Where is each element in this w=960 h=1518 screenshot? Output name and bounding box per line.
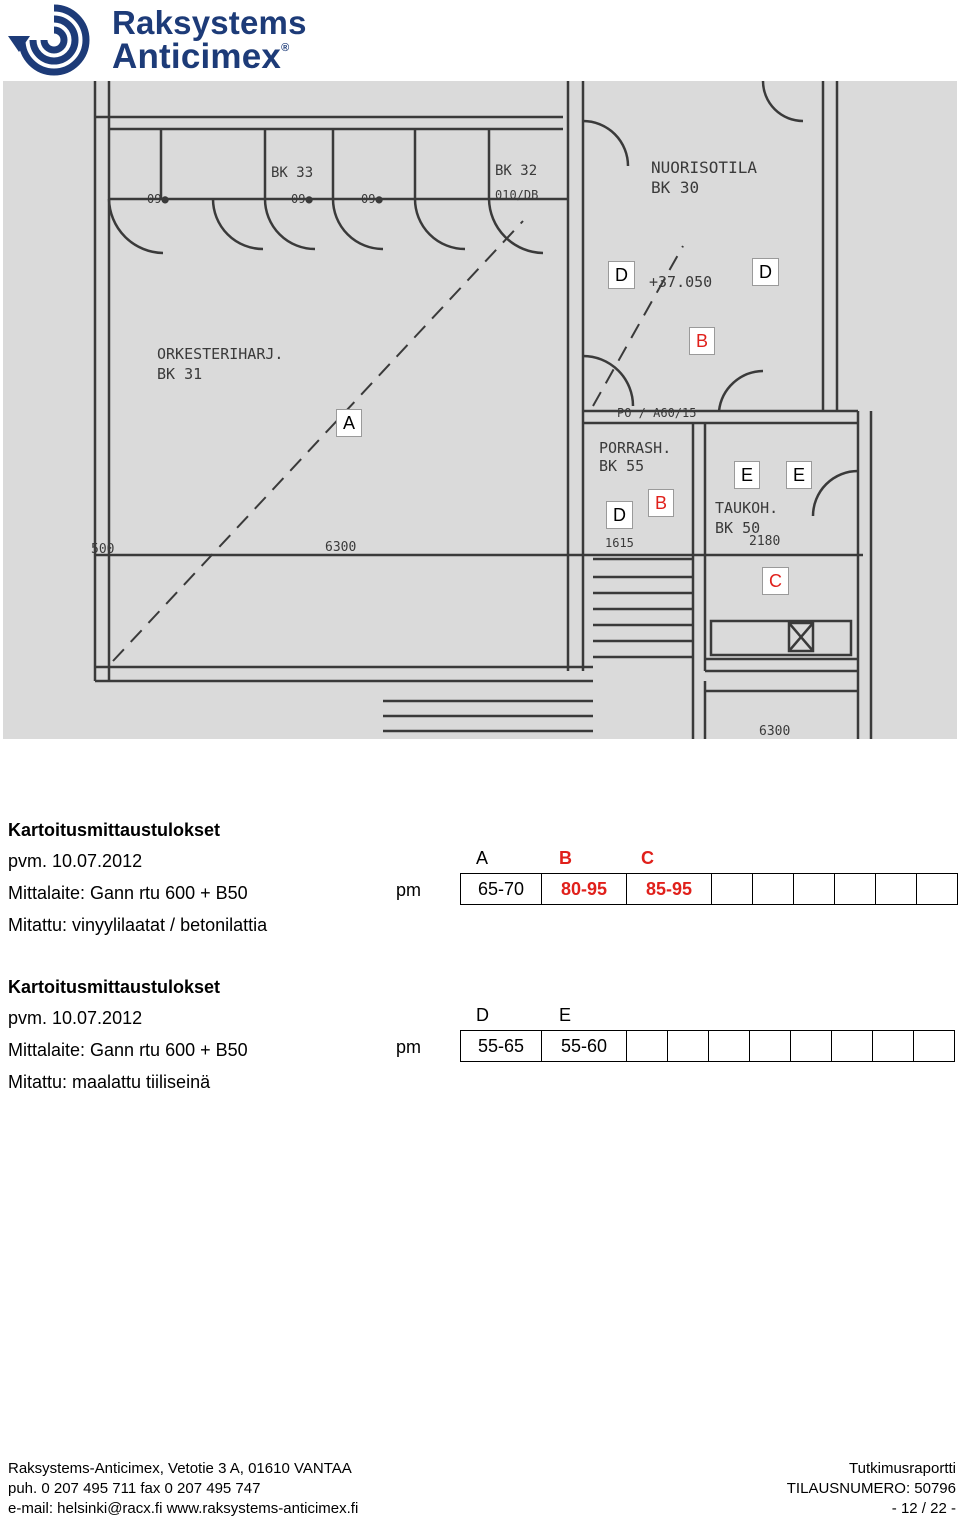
- section-1-empty-cell: [876, 874, 917, 905]
- plan-label-bk50: BK 50: [715, 519, 761, 537]
- plan-label-door-09-3: 09●: [361, 192, 383, 206]
- marker-b-2: B: [648, 489, 674, 517]
- section-1-empty-cell: [753, 874, 794, 905]
- floor-plan-image: [3, 81, 957, 739]
- section-1-values-table: [460, 873, 958, 905]
- section-2-col-d: D: [476, 1005, 489, 1025]
- marker-d-2: D: [752, 258, 779, 286]
- section-2-empty-cell: [832, 1031, 873, 1062]
- section-2-value-d: 55-65: [461, 1031, 542, 1062]
- section-1-unit: pm: [396, 880, 422, 900]
- section-1-empty-cell: [712, 874, 753, 905]
- plan-label-door-09-1: 09●: [147, 192, 169, 206]
- plan-label-bk30: BK 30: [651, 178, 700, 197]
- section-1-col-a: A: [476, 848, 489, 868]
- marker-a-1: A: [336, 409, 362, 437]
- plan-label-nuorisotila: NUORISOTILA: [651, 158, 757, 177]
- plan-label-bk31: BK 31: [157, 365, 203, 383]
- marker-d-1: D: [608, 261, 635, 289]
- section-1-value-b: 80-95: [542, 874, 627, 905]
- section-2-empty-cell: [668, 1031, 709, 1062]
- plan-label-bk33: BK 33: [271, 165, 314, 181]
- plan-label-door-09-2: 09●: [291, 192, 313, 206]
- marker-d-3: D: [606, 501, 633, 529]
- section-1-date: pvm. 10.07.2012: [8, 851, 143, 871]
- plan-label-orkesteriharj: ORKESTERIHARJ.: [157, 345, 284, 363]
- section-1-empty-cell: [794, 874, 835, 905]
- marker-e-1: E: [734, 461, 760, 489]
- section-2-unit: pm: [396, 1037, 422, 1057]
- section-1-empty-cell: [835, 874, 876, 905]
- section-1-value-c: 85-95: [627, 874, 712, 905]
- footer-order-number: TILAUSNUMERO: 50796: [786, 1480, 956, 1497]
- plan-label-dim-6300a: 6300: [325, 540, 357, 555]
- section-2-empty-cell: [791, 1031, 832, 1062]
- section-2-empty-cell: [750, 1031, 791, 1062]
- section-2-empty-cell: [627, 1031, 668, 1062]
- company-logo: [4, 2, 314, 80]
- section-1-value-a: 65-70: [461, 874, 542, 905]
- section-2-title: Kartoitusmittaustulokset: [8, 977, 221, 997]
- marker-b-1: B: [689, 327, 715, 355]
- footer-phone: puh. 0 207 495 711 fax 0 207 495 747: [8, 1480, 261, 1497]
- plan-label-po: PO / A60/15: [617, 406, 697, 420]
- logo-line-2: Anticimex®: [112, 37, 290, 76]
- section-2-empty-cell: [914, 1031, 955, 1062]
- plan-label-taukoh: TAUKOH.: [715, 499, 779, 517]
- plan-label-bk55: BK 55: [599, 457, 645, 475]
- marker-c-1: C: [762, 567, 789, 595]
- logo-line-1: Raksystems: [112, 4, 307, 41]
- section-1-title: Kartoitusmittaustulokset: [8, 820, 221, 840]
- section-1-device: Mittalaite: Gann rtu 600 + B50: [8, 883, 248, 903]
- plan-label-dim-6300b: 6300: [759, 724, 791, 739]
- section-1-col-b: B: [559, 848, 572, 868]
- footer-report-type: Tutkimusraportti: [849, 1460, 956, 1477]
- registered-mark: ®: [281, 42, 290, 54]
- plan-label-bk32: BK 32: [495, 163, 538, 179]
- plan-label-level: +37.050: [649, 273, 713, 291]
- plan-label-dim-1615: 1615: [605, 536, 634, 550]
- section-2-device: Mittalaite: Gann rtu 600 + B50: [8, 1040, 248, 1060]
- section-2-empty-cell: [709, 1031, 750, 1062]
- plan-label-dim-2180: 2180: [749, 534, 781, 549]
- footer-email: e-mail: helsinki@racx.fi www.raksystems-anticimex.fi: [8, 1500, 359, 1517]
- section-1-col-c: C: [641, 848, 654, 868]
- logo-spiral-icon: [4, 2, 104, 78]
- section-2-measured: Mitattu: maalattu tiiliseinä: [8, 1072, 211, 1092]
- section-1-measured: Mitattu: vinyylilaatat / betonilattia: [8, 915, 268, 935]
- footer-address: Raksystems-Anticimex, Vetotie 3 A, 01610 VANTAA: [8, 1460, 352, 1477]
- section-2-col-e: E: [559, 1005, 572, 1025]
- marker-e-2: E: [786, 461, 812, 489]
- floor-plan-drawing: [3, 81, 957, 739]
- section-2-value-e: 55-60: [542, 1031, 627, 1062]
- section-1-empty-cell: [917, 874, 958, 905]
- section-2-empty-cell: [873, 1031, 914, 1062]
- section-2-date: pvm. 10.07.2012: [8, 1008, 143, 1028]
- section-2-values-table: [460, 1030, 955, 1062]
- plan-label-door-010db: 010/DB: [495, 188, 539, 202]
- plan-label-porrash: PORRASH.: [599, 439, 672, 457]
- footer-page-number: - 12 / 22 -: [891, 1500, 956, 1517]
- plan-label-dim-500: 500: [91, 542, 115, 557]
